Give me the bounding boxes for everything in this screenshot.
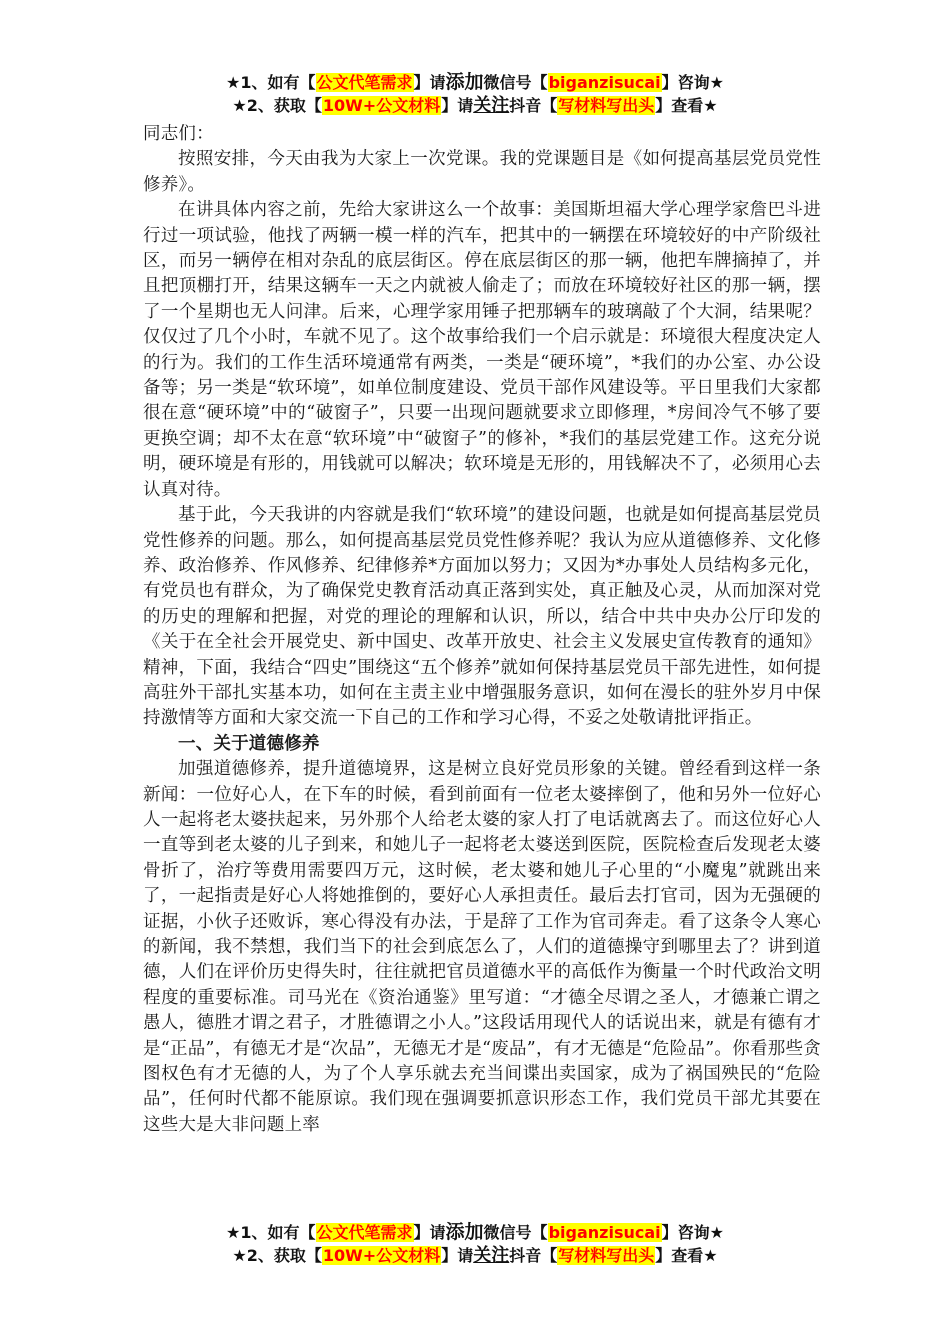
- highlight-douyin-account: 写材料写出头: [558, 1246, 655, 1265]
- banner-line-2: ★2、获取【10W+公文材料】请关注抖音【写材料写出头】查看★: [232, 1245, 718, 1266]
- highlight-wechat-id: biganzisucai: [548, 1223, 661, 1242]
- footer-banner: [0, 1220, 950, 1268]
- highlight-writing-service: 公文代笔需求: [316, 1223, 413, 1242]
- highlight-writing-service: 公文代笔需求: [316, 73, 413, 92]
- highlight-wechat-id: biganzisucai: [548, 73, 661, 92]
- paragraph-story: 在讲具体内容之前，先给大家讲这么一个故事：美国斯坦福大学心理学家詹巴斗进行过一项试验，他找了两辆一模一样的汽车，把其中的一辆摆在环境较好的中产阶级社区，而另一辆停在相对杂乱的底层街区。停在底层街区的那一辆，他把车牌摘掉了，并且把顶棚打开，结果这辆车一天之内就被人偷走了；而放在环境较好社区的那一辆，摆了一个星期也无人问津。后来，心理学家用锤子把那辆车的玻璃敲了个大洞，结果呢？仅仅过了几个小时，车就不见了。这个故事给我们一个启示就是：环境很大程度决定人的行为。我们的工作生活环境通常有两类，一类是“硬环境”，*我们的办公室、办公设备等；另一类是“软环境”，如单位制度建设、党员干部作风建设等。平日里我们大家都很在意“硬环境”中的“破窗子”，只要一出现问题就要求立即修理，*房间冷气不够了要更换空调；却不太在意“软环境”中“破窗子”的修补，*我们的基层党建工作。这充分说明，硬环境是有形的，用钱就可以解决；软环境是无形的，用钱解决不了，必须用心去认真对待。: [143, 200, 821, 500]
- paragraph-intro: 按照安排，今天由我为大家上一次党课。我的党课题目是《如何提高基层党员党性修养》。: [143, 149, 821, 195]
- banner-line-1: ★1、如有【公文代笔需求】请添加微信号【biganzisucai】咨询★: [226, 71, 724, 93]
- highlight-douyin-account: 写材料写出头: [558, 96, 655, 115]
- salutation: 同志们：: [143, 124, 214, 144]
- banner-line-1: ★1、如有【公文代笔需求】请添加微信号【biganzisucai】咨询★: [226, 1221, 724, 1243]
- highlight-materials: 10W+公文材料: [322, 96, 441, 115]
- banner-line-2: ★2、获取【10W+公文材料】请关注抖音【写材料写出头】查看★: [232, 95, 718, 116]
- paragraph-moral: 加强道德修养，提升道德境界，这是树立良好党员形象的关键。曾经看到这样一条新闻：一位好心人，在下车的时候，看到前面有一位老太婆摔倒了，他和另外一位好心人一起将老太婆扶起来，另外那个人给老太婆的家人打了电话就离去了。而这位好心人一直等到老太婆的儿子到来，和她儿子一起将老太婆送到医院，医院检查后发现老太婆骨折了，治疗等费用需要四万元，这时候，老太婆和她儿子心里的“小魔鬼”就跳出来了，一起指责是好心人将她推倒的，要好心人承担责任。最后去打官司，因为无强硬的证据，小伙子还败诉，寒心得没有办法，于是辞了工作为官司奔走。看了这条令人寒心的新闻，我不禁想，我们当下的社会到底怎么了，人们的道德操守到哪里去了？讲到道德，人们在评价历史得失时，往往就把官员道德水平的高低作为衡量一个时代政治文明程度的重要标准。司马光在《资治通鉴》里写道：“才德全尽谓之圣人，才德兼亡谓之愚人，德胜才谓之君子，才胜德谓之小人。”这段话用现代人的话说出来，就是有德有才是“正品”，有德无才是“次品”，无德无才是“废品”，有才无德是“危险品”。你看那些贪图权色有才无德的人，为了个人享乐就去充当间谍出卖国家，成为了祸国殃民的“危险品”，任何时代都不能原谅。我们现在强调要抓意识形态工作，我们党员干部尤其要在这些大是大非问题上率: [143, 759, 821, 1135]
- document-body: [143, 122, 821, 1138]
- section-heading: 一、关于道德修养: [178, 733, 320, 754]
- header-banner: [0, 70, 950, 118]
- highlight-materials: 10W+公文材料: [322, 1246, 441, 1265]
- paragraph-outline: 基于此，今天我讲的内容就是我们“软环境”的建设问题，也就是如何提高基层党员党性修养的问题。那么，如何提高基层党员党性修养呢？我认为应从道德修养、文化修养、政治修养、作风修养、纪律修养*方面加以努力；又因为*办事处人员结构多元化，有党员也有群众，为了确保党史教育活动真正落到实处，真正触及心灵，从而加深对党的历史的理解和把握，对党的理论的理解和认识，所以，结合中共中央办公厅印发的《关于在全社会开展党史、新中国史、改革开放史、社会主义发展史宣传教育的通知》精神，下面，我结合“四史”围绕这“五个修养”就如何保持基层党员干部先进性，如何提高驻外干部扎实基本功，如何在主责主业中增强服务意识，如何在漫长的驻外岁月中保持激情等方面和大家交流一下自己的工作和学习心得，不妥之处敬请批评指正。: [143, 505, 821, 729]
